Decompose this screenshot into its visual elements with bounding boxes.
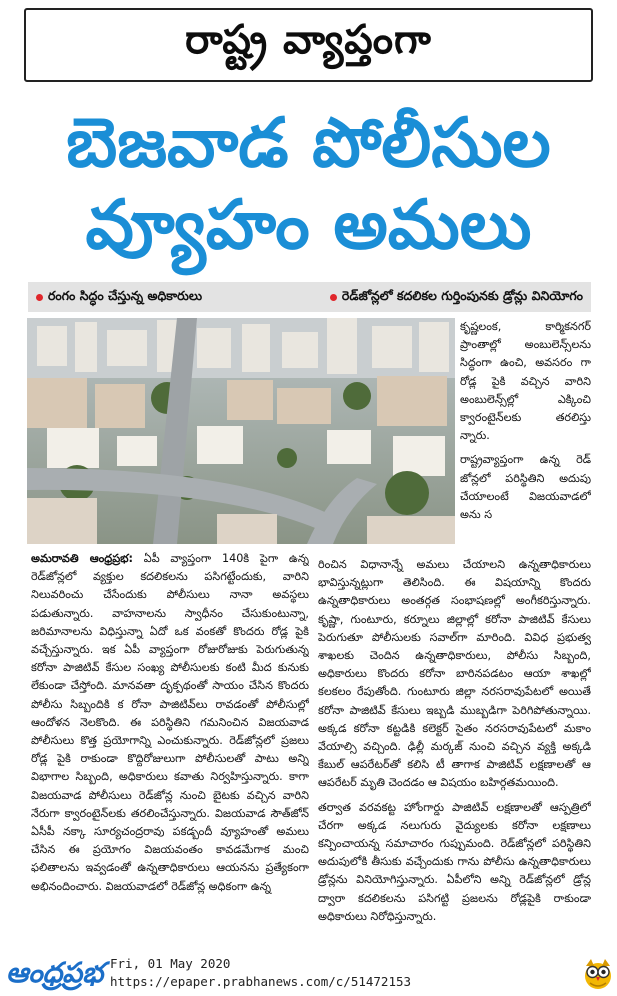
dateline: అమరావతి ఆంధ్రప్రభ: — [31, 552, 134, 565]
kicker-box — [24, 8, 593, 82]
bullet-icon — [36, 294, 43, 301]
article-column-left — [31, 550, 309, 945]
paragraph: రాష్ట్రవ్యాప్తంగా ఉన్న రెడ్ జోన్లలో పరిస్థితిని అదుపు చేయాలంటే విజయవాడలో అను స — [460, 453, 591, 522]
edition-url[interactable]: https://epaper.prabhanews.com/c/51472153 — [110, 974, 412, 989]
headline-line-1: బెజవాడ పోలీసుల — [66, 104, 551, 183]
sub-headline-strap — [28, 282, 591, 312]
paragraph: తర్వాత వరవకట్ట హోంగార్డు పాజిటివ్ లక్షణాలతో ఆస్పత్రిలో చేరగా అక్కడ నలుగురు వైద్యులకు కరోనా లక్షణాలు కన్పించాయన్న సమాచారం గుప్పుమంది. రెడ్‌జోన్లలో పరిస్థితిని అదుపులోకి తీసుకు వచ్చేందుకు గాను పోలీసు ఉన్నతాధికారులు డ్రోన్లను వినియోగిస్తున్నారు. ఏపీలోని అన్ని రెడ్‌జోన్లలో డ్రోన్ల ద్వారా కదలికలను పసిగట్టి ప్రజలను రోడ్లపైకి రాకుండా అధికారులు నిరోధిస్తున్నారు. — [318, 800, 591, 923]
strap-item-2 — [330, 288, 583, 307]
paragraph: రించిన విధానాన్నే అమలు చేయాలని ఉన్నతాధికారులు భావిస్తున్నట్లుగా తెలిసింది. ఈ విషయాన్ని కొందరు ఉన్నతాధికారులు అంతర్గత సంభాషణల్లో అంగీకరిస్తున్నారు. కృష్ణా, గుంటూరు, కర్నూలు జిల్లాల్లో కరోనా పాజిటివ్ కేసులు పెరుగుతూ పోలీసులకు సవాల్‌గా మారింది. వివిధ ప్రభుత్వ శాఖలకు చెందిన ఉన్నతాధికారులు, పోలీసు సిబ్బంది, అధికారులు కొందరు కరోనా బారినపడటం ఆయా శాఖల్లో కలకలం రేపుతోంది. గుంటూరు జిల్లా నరసరావుపేటలో అయితే కరోనా పాజిటివ్ కేసులు ఇబ్బడి ముబ్బడిగా పెరిగిపోతున్నాయి. అక్కడ కరోనా కట్టడికి కలెక్టర్ సైతం నరసరావుపేటలో మకాం వేయాల్సి వచ్చింది. ఢిల్లీ మర్కజ్ నుంచి వచ్చిన వ్యక్తి అక్కడి కేబుల్ ఆపరేటర్‌తో కలిసి టీ తాగాక పాజిటివ్ లక్షణాలతో ఆ ఆపరేటర్ మృతి చెందడం ఆ విషయం బహిర్గతమయింది. — [318, 558, 591, 790]
strap-text-1: రంగం సిద్ధం చేస్తున్న అధికారులు — [48, 287, 203, 303]
kicker-text: రాష్ట్ర వ్యాప్తంగా — [185, 17, 432, 63]
paragraph — [31, 550, 309, 896]
headline-line-2: వ్యూహం అమలు — [85, 186, 532, 265]
strap-item-1 — [36, 288, 202, 307]
article-column-right — [318, 556, 591, 946]
edition-date: Fri, 01 May 2020 — [110, 956, 231, 971]
aerial-city-photo — [27, 318, 455, 544]
bullet-icon — [330, 294, 337, 301]
strap-text-2: రెడ్‌జోన్లలో కదలికల గుర్తింపునకు డ్రోన్లు వినియోగం — [341, 287, 583, 303]
article-column-right-top — [460, 318, 591, 550]
aerial-city-photo-drawing — [27, 318, 455, 544]
paragraph: కృష్ణలంక, కార్మికనగర్ ప్రాంతాల్లో అంబులెన్స్‌లను సిద్ధంగా ఉంచి, అవసరం గా రోడ్ల పైకి వచ్చిన వారిని అంబులెన్స్‌ల్లో ఎక్కించి క్వారంటైన్‌లకు తరలిస్తు న్నారు. — [460, 320, 591, 443]
owl-icon — [582, 956, 614, 990]
left-body-text: ఏపీ వ్యాప్తంగా 140కి పైగా ఉన్న రెడ్‌జోన్లలో వ్యక్తుల కదలికలను పసిగట్టేందుకు, వారిని నిలువరించు చేసేందుకు పోలీసులు నానా అవస్థలు పడుతున్నారు. వాహనాలను స్వాధీనం చేసుకుంటున్నా, జరిమానాలను విధిస్తున్నా ఏదో ఒక వంకతో కొందరు రోడ్ల పైకి వచ్చేస్తున్నారు. ఇక ఏపీ వ్యాప్తంగా రోజురోజుకు పెరుగుతున్న కరోనా పాజిటివ్ కేసుల సంఖ్య పోలీసులకు కంటి మీద కునుకు లేకుండా చేస్తోంది. మానవతా దృక్పథంతో సాయం చేసిన కొందరు పోలీసు సిబ్బందికి క రోనా పాజిటివ్‌లు రావడంతో పోలీసుల్లో ఆందోళన నెలకొంది. ఈ పరిస్థితిని గమనించిన విజయవాడ పోలీసులు కొత్త ప్రయోగాన్ని ఎంచుకున్నారు. రెడ్‌జోన్లలో ప్రజలు రోడ్ల పైకి రాకుండా కొద్దిరోజులుగా పోలీసులతో పాటు అన్ని విభాగాల సిబ్బంది, అధికారులు కవాతు నిర్వహిస్తున్నారు. కాగా విజయవాడ పోలీసులు రెడ్‌జోన్ల నుంచి బైటకు వచ్చిన వారిని నేరుగా క్వారంటైన్‌లకు తరలించేస్తున్నారు. విజయవాడ సౌత్‌జోన్ ఏసీపీ నక్కా సూర్యచంద్రరావు పకడ్బందీ వ్యూహంతో అమలు చేసిన ఈ ప్రయోగం విజయవంతం కావడమేగాక మంచి ఫలితాలను ఇవ్వడంతో ఉన్నతాధికారులు ఆయనను ప్రత్యేకంగా అభినందించారు. విజయవాడలో రెడ్‌జోన్ల అధికంగా ఉన్న — [31, 552, 309, 893]
publication-logo: ఆంధ్రప్రభ — [6, 956, 104, 989]
